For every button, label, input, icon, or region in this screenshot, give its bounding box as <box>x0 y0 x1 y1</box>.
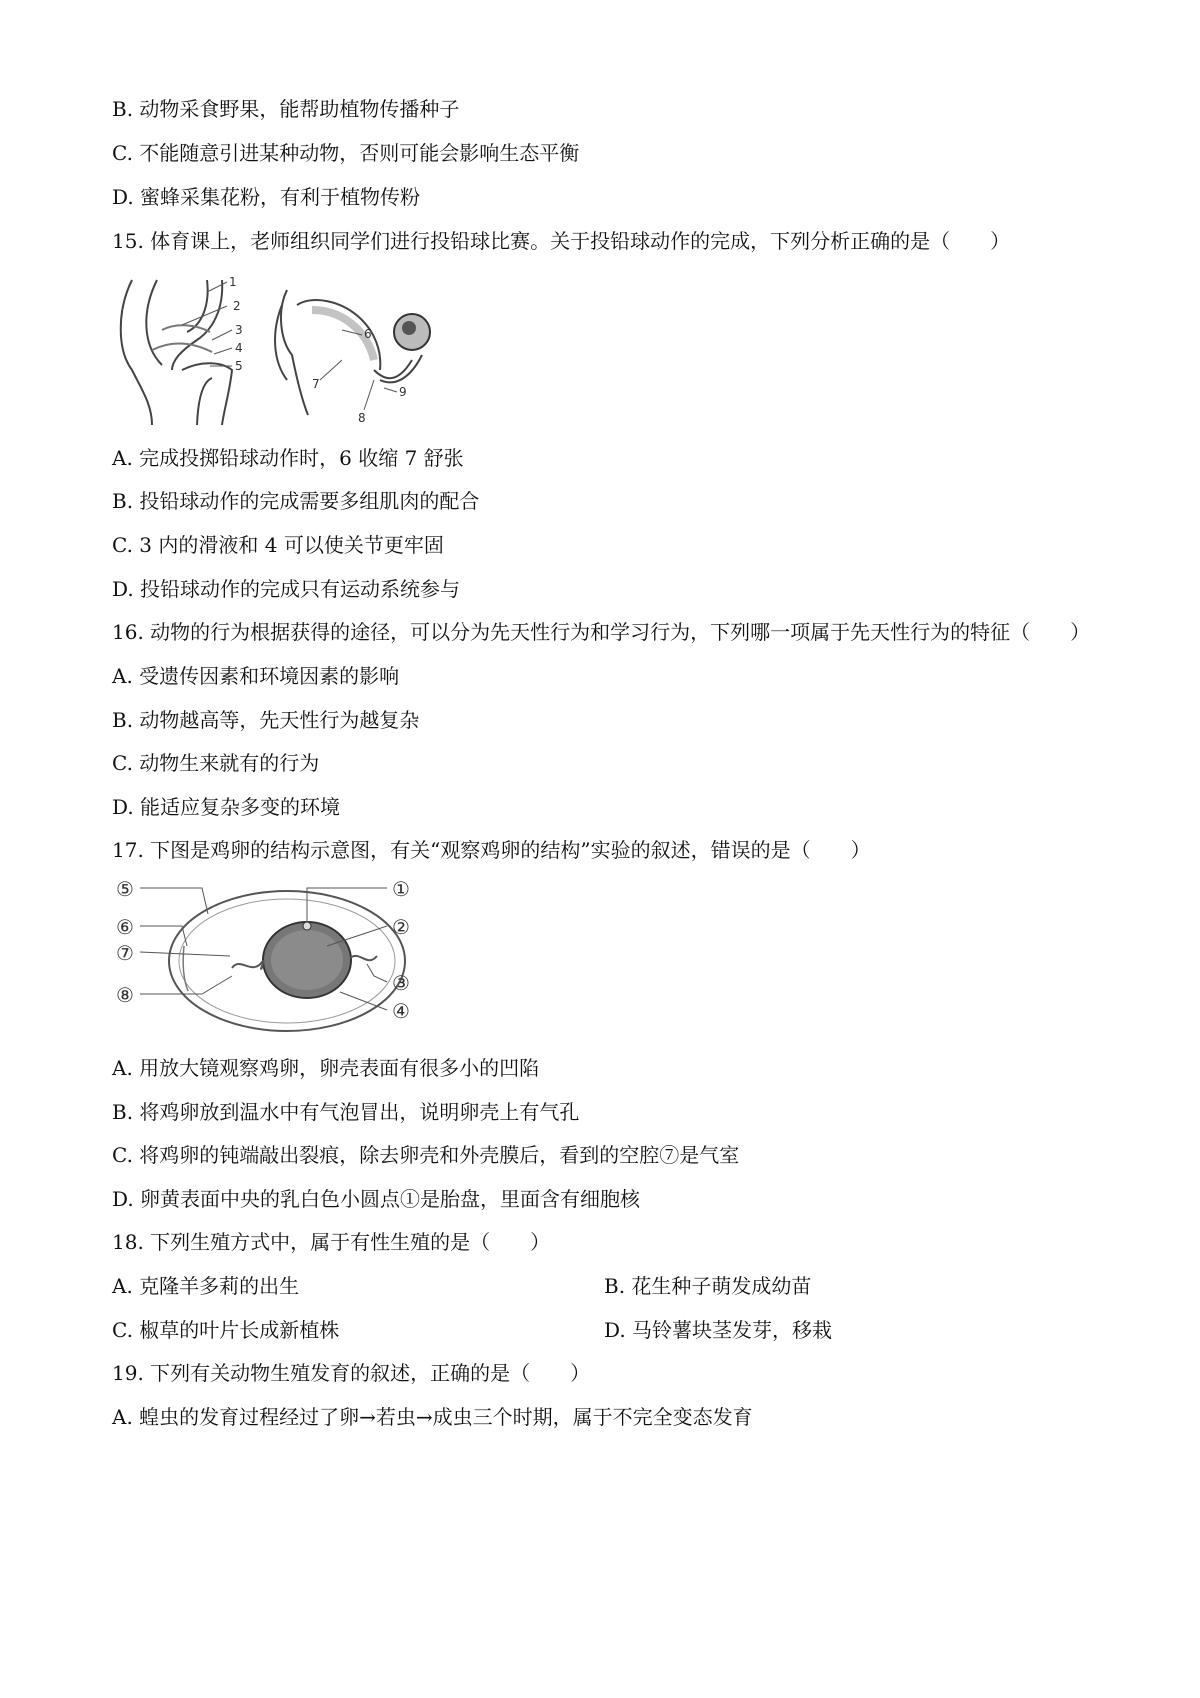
fig-label-1: 1 <box>229 275 237 289</box>
q16-option-a: A. 受遗传因素和环境因素的影响 <box>112 664 400 688</box>
q16-option-c: C. 动物生来就有的行为 <box>112 751 320 775</box>
q15-option-c: C. 3 内的滑液和 4 可以使关节更牢固 <box>112 533 444 557</box>
fig-label-2: 2 <box>233 299 241 313</box>
fig-label-4: 4 <box>235 341 243 355</box>
q18-option-b: B. 花生种子萌发成幼苗 <box>604 1274 812 1298</box>
q15-option-d: D. 投铅球动作的完成只有运动系统参与 <box>112 577 461 601</box>
q19-stem: 19. 下列有关动物生殖发育的叙述，正确的是（ ） <box>112 1361 591 1385</box>
q17-option-c: C. 将鸡卵的钝端敲出裂痕，除去卵壳和外壳膜后，看到的空腔⑦是气室 <box>112 1143 740 1167</box>
q18-option-a: A. 克隆羊多莉的出生 <box>112 1274 300 1298</box>
joint-arm-diagram <box>112 270 452 430</box>
q18-stem: 18. 下列生殖方式中，属于有性生殖的是（ ） <box>112 1230 551 1254</box>
q16-option-b: B. 动物越高等，先天性行为越复杂 <box>112 708 420 732</box>
q15-option-b: B. 投铅球动作的完成需要多组肌肉的配合 <box>112 489 480 513</box>
q17-option-d: D. 卵黄表面中央的乳白色小圆点①是胎盘，里面含有细胞核 <box>112 1187 641 1211</box>
egg-label-8: ⑧ <box>116 983 134 1007</box>
q14-option-c: C. 不能随意引进某种动物，否则可能会影响生态平衡 <box>112 141 580 165</box>
egg-label-6: ⑥ <box>116 915 134 939</box>
egg-label-4: ④ <box>392 999 410 1023</box>
egg-label-5: ⑤ <box>116 877 134 901</box>
q17-option-b: B. 将鸡卵放到温水中有气泡冒出，说明卵壳上有气孔 <box>112 1100 580 1124</box>
q16-stem: 16. 动物的行为根据获得的途径，可以分为先天性行为和学习行为，下列哪一项属于先天性行为的特征（ ） <box>112 620 1091 644</box>
egg-label-2: ② <box>392 915 410 939</box>
fig-label-8: 8 <box>358 411 366 425</box>
fig-label-9: 9 <box>399 385 407 399</box>
q14-option-b: B. 动物采食野果，能帮助植物传播种子 <box>112 97 460 121</box>
fig-label-7: 7 <box>312 377 320 391</box>
q14-option-d: D. 蜜蜂采集花粉，有利于植物传粉 <box>112 185 421 209</box>
q15-stem: 15. 体育课上，老师组织同学们进行投铅球比赛。关于投铅球动作的完成，下列分析正确的是（ ） <box>112 229 1011 253</box>
q18-option-d: D. 马铃薯块茎发芽，移栽 <box>604 1318 833 1342</box>
egg-label-1: ① <box>392 877 410 901</box>
q17-stem: 17. 下图是鸡卵的结构示意图，有关“观察鸡卵的结构”实验的叙述，错误的是（ ） <box>112 838 871 862</box>
q18-option-c: C. 椒草的叶片长成新植株 <box>112 1318 340 1342</box>
q16-option-d: D. 能适应复杂多变的环境 <box>112 795 341 819</box>
q15-figure-joint-and-arm <box>112 270 452 430</box>
q19-option-a: A. 蝗虫的发育过程经过了卵→若虫→成虫三个时期，属于不完全变态发育 <box>112 1405 753 1429</box>
q15-option-a: A. 完成投掷铅球动作时，6 收缩 7 舒张 <box>112 446 464 470</box>
q17-figure-egg-structure <box>112 876 442 1036</box>
fig-label-5: 5 <box>235 359 243 373</box>
joint-bone-left-outline <box>121 280 152 425</box>
fig-label-6: 6 <box>364 327 372 341</box>
egg-structure-diagram <box>112 876 442 1036</box>
egg-label-7: ⑦ <box>116 941 134 965</box>
egg-label-3: ③ <box>392 971 410 995</box>
q17-option-a: A. 用放大镜观察鸡卵，卵壳表面有很多小的凹陷 <box>112 1056 540 1080</box>
fig-label-3: 3 <box>235 323 243 337</box>
